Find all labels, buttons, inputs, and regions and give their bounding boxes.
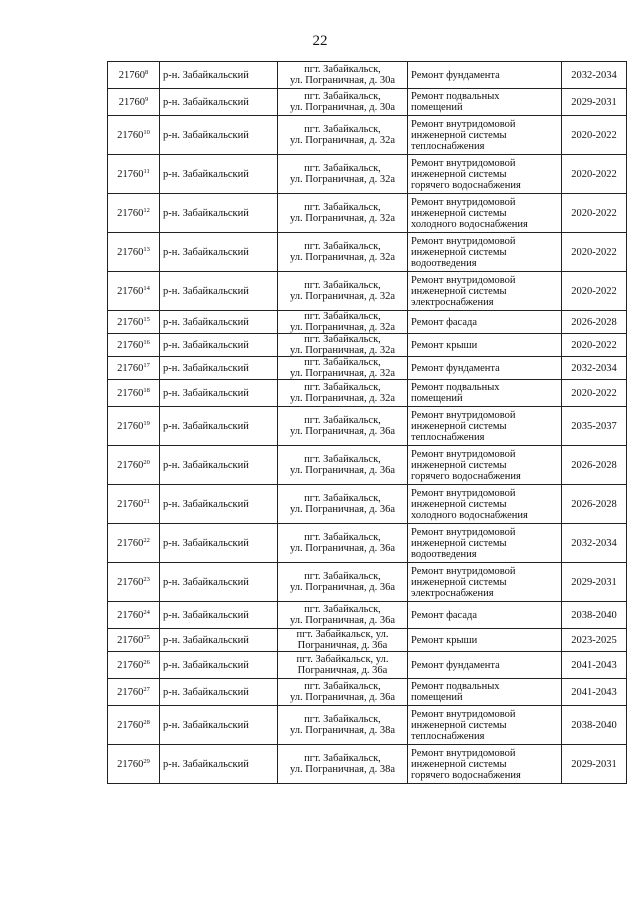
work-type-line: водоотведения <box>411 548 477 560</box>
address-line: пгт. Забайкальск, <box>304 241 381 252</box>
address-line: ул. Пограничная, д. 30а <box>290 102 395 113</box>
work-type-line: теплоснабжения <box>411 730 485 742</box>
address-cell <box>278 524 408 563</box>
record-id-cell <box>108 652 160 679</box>
record-id: 21760 <box>117 207 144 219</box>
record-id: 21760 <box>117 362 144 374</box>
period-cell: 2026-2028 <box>562 485 627 524</box>
record-id: 21760 <box>117 634 144 646</box>
work-type-cell <box>408 311 562 334</box>
work-type-line: инженерной системы <box>411 576 507 588</box>
registry-body <box>108 62 627 784</box>
record-id-cell <box>108 334 160 357</box>
table-row <box>108 233 627 272</box>
work-type-line: инженерной системы <box>411 719 507 731</box>
record-id-suffix: 29 <box>143 757 150 765</box>
record-id-suffix: 26 <box>143 658 150 666</box>
address-cell <box>278 380 408 407</box>
record-id: 21760 <box>117 498 144 510</box>
work-type-cell <box>408 485 562 524</box>
address-line: пгт. Забайкальск, <box>304 604 381 615</box>
work-type-line: инженерной системы <box>411 129 507 141</box>
table-row <box>108 357 627 380</box>
address-line: пгт. Забайкальск, <box>304 532 381 543</box>
record-id-suffix: 13 <box>143 245 150 253</box>
record-id: 21760 <box>117 459 144 471</box>
work-type-line: Ремонт внутридомовой <box>411 409 516 421</box>
district-cell: р-н. Забайкальский <box>160 380 278 407</box>
table-row <box>108 272 627 311</box>
record-id-suffix: 17 <box>143 361 150 369</box>
district-cell: р-н. Забайкальский <box>160 272 278 311</box>
work-type-line: Ремонт подвальных <box>411 91 500 102</box>
work-type-line: Ремонт подвальных <box>411 681 500 692</box>
work-type-line: Ремонт крыши <box>411 339 478 351</box>
period-cell: 2041-2043 <box>562 652 627 679</box>
work-type-line: холодного водоснабжения <box>411 509 528 521</box>
address-line: ул. Пограничная, д. 32а <box>290 368 395 379</box>
work-type-line: Ремонт внутридомовой <box>411 448 516 460</box>
work-type-cell <box>408 706 562 745</box>
period-cell: 2038-2040 <box>562 602 627 629</box>
period-cell: 2026-2028 <box>562 446 627 485</box>
work-type-line: Ремонт внутридомовой <box>411 565 516 577</box>
record-id-suffix: 24 <box>143 608 150 616</box>
record-id-cell <box>108 194 160 233</box>
table-row <box>108 194 627 233</box>
work-type-line: инженерной системы <box>411 420 507 432</box>
record-id: 21760 <box>118 96 145 108</box>
district-cell: р-н. Забайкальский <box>160 116 278 155</box>
period-cell: 2020-2022 <box>562 334 627 357</box>
address-cell <box>278 357 408 380</box>
work-type-line: инженерной системы <box>411 285 507 297</box>
district-cell: р-н. Забайкальский <box>160 155 278 194</box>
record-id-suffix: 19 <box>143 419 150 427</box>
district-cell: р-н. Забайкальский <box>160 62 278 89</box>
record-id: 21760 <box>117 387 144 399</box>
period-cell: 2041-2043 <box>562 679 627 706</box>
table-row <box>108 380 627 407</box>
work-type-line: Ремонт внутридомовой <box>411 487 516 499</box>
record-id-cell <box>108 563 160 602</box>
address-line: пгт. Забайкальск, <box>304 91 381 102</box>
record-id: 21760 <box>117 537 144 549</box>
record-id-cell <box>108 89 160 116</box>
work-type-line: горячего водоснабжения <box>411 769 521 781</box>
work-type-line: Ремонт фасада <box>411 316 478 328</box>
address-line: пгт. Забайкальск, <box>304 681 381 692</box>
district-cell: р-н. Забайкальский <box>160 679 278 706</box>
work-type-line: помещений <box>411 393 463 404</box>
address-line: ул. Пограничная, д. 36а <box>290 582 395 593</box>
address-cell <box>278 745 408 784</box>
record-id-cell <box>108 311 160 334</box>
record-id-suffix: 11 <box>143 167 150 175</box>
record-id-suffix: 18 <box>143 386 150 394</box>
address-cell <box>278 233 408 272</box>
work-type-cell <box>408 380 562 407</box>
record-id: 21760 <box>117 285 144 297</box>
work-type-cell <box>408 629 562 652</box>
work-type-line: холодного водоснабжения <box>411 218 528 230</box>
work-type-line: Ремонт внутридомовой <box>411 196 516 208</box>
address-line: пгт. Забайкальск, <box>304 493 381 504</box>
district-cell: р-н. Забайкальский <box>160 446 278 485</box>
address-line: пгт. Забайкальск, <box>304 454 381 465</box>
work-type-line: Ремонт внутридомовой <box>411 118 516 130</box>
district-cell: р-н. Забайкальский <box>160 652 278 679</box>
record-id-cell <box>108 745 160 784</box>
table-row <box>108 524 627 563</box>
address-cell <box>278 706 408 745</box>
work-type-line: теплоснабжения <box>411 140 485 152</box>
record-id-cell <box>108 155 160 194</box>
address-line: ул. Пограничная, д. 36а <box>290 692 395 703</box>
table-row <box>108 629 627 652</box>
work-type-line: помещений <box>411 692 463 703</box>
record-id: 21760 <box>117 246 144 258</box>
district-cell: р-н. Забайкальский <box>160 334 278 357</box>
record-id: 21760 <box>118 69 145 81</box>
district-cell: р-н. Забайкальский <box>160 89 278 116</box>
record-id-cell <box>108 62 160 89</box>
work-type-line: электроснабжения <box>411 296 494 308</box>
period-cell: 2029-2031 <box>562 745 627 784</box>
work-type-cell <box>408 357 562 380</box>
record-id-cell <box>108 629 160 652</box>
record-id-suffix: 12 <box>143 206 150 214</box>
district-cell: р-н. Забайкальский <box>160 357 278 380</box>
work-type-line: Ремонт фундамента <box>411 362 500 374</box>
work-type-line: инженерной системы <box>411 246 507 258</box>
address-line: ул. Пограничная, д. 36а <box>290 426 395 437</box>
record-id: 21760 <box>117 609 144 621</box>
period-cell: 2020-2022 <box>562 380 627 407</box>
table-row <box>108 679 627 706</box>
table-row <box>108 706 627 745</box>
work-type-cell <box>408 233 562 272</box>
work-type-line: Ремонт внутридомовой <box>411 708 516 720</box>
work-type-line: Ремонт внутридомовой <box>411 526 516 538</box>
address-cell <box>278 629 408 652</box>
work-type-line: Ремонт внутридомовой <box>411 747 516 759</box>
work-type-cell <box>408 272 562 311</box>
address-line: пгт. Забайкальск, <box>304 334 381 345</box>
record-id-suffix: 25 <box>143 633 150 641</box>
address-line: пгт. Забайкальск, <box>304 753 381 764</box>
address-line: пгт. Забайкальск, <box>304 64 381 75</box>
district-cell: р-н. Забайкальский <box>160 311 278 334</box>
work-type-cell <box>408 745 562 784</box>
record-id: 21760 <box>117 129 144 141</box>
record-id-cell <box>108 706 160 745</box>
work-type-line: инженерной системы <box>411 498 507 510</box>
record-id-suffix: 14 <box>143 284 150 292</box>
table-row <box>108 652 627 679</box>
work-type-cell <box>408 116 562 155</box>
registry-table <box>107 61 627 784</box>
address-line: пгт. Забайкальск, ул. <box>296 629 389 640</box>
work-type-line: Ремонт внутридомовой <box>411 157 516 169</box>
work-type-line: электроснабжения <box>411 587 494 599</box>
work-type-cell <box>408 89 562 116</box>
record-id-cell <box>108 524 160 563</box>
address-line: Пограничная, д. 36а <box>297 640 388 651</box>
address-line: ул. Пограничная, д. 36а <box>290 465 395 476</box>
record-id-cell <box>108 485 160 524</box>
work-type-line: теплоснабжения <box>411 431 485 443</box>
district-cell: р-н. Забайкальский <box>160 745 278 784</box>
address-line: ул. Пограничная, д. 32а <box>290 252 395 263</box>
address-line: Пограничная, д. 36а <box>297 665 388 676</box>
record-id-cell <box>108 446 160 485</box>
record-id-suffix: 22 <box>143 536 150 544</box>
record-id-suffix: 21 <box>143 497 150 505</box>
record-id: 21760 <box>117 576 144 588</box>
work-type-cell <box>408 334 562 357</box>
work-type-cell <box>408 446 562 485</box>
period-cell: 2026-2028 <box>562 311 627 334</box>
address-line: пгт. Забайкальск, <box>304 357 381 368</box>
work-type-line: инженерной системы <box>411 459 507 471</box>
record-id: 21760 <box>117 420 144 432</box>
work-type-cell <box>408 602 562 629</box>
work-type-cell <box>408 407 562 446</box>
address-cell <box>278 652 408 679</box>
district-cell: р-н. Забайкальский <box>160 194 278 233</box>
district-cell: р-н. Забайкальский <box>160 407 278 446</box>
address-cell <box>278 272 408 311</box>
district-cell: р-н. Забайкальский <box>160 524 278 563</box>
address-line: пгт. Забайкальск, <box>304 280 381 291</box>
address-line: ул. Пограничная, д. 36а <box>290 504 395 515</box>
work-type-cell <box>408 194 562 233</box>
work-type-line: Ремонт внутридомовой <box>411 235 516 247</box>
address-cell <box>278 602 408 629</box>
address-line: пгт. Забайкальск, <box>304 571 381 582</box>
address-cell <box>278 89 408 116</box>
work-type-cell <box>408 652 562 679</box>
record-id: 21760 <box>117 719 144 731</box>
table-row <box>108 62 627 89</box>
district-cell: р-н. Забайкальский <box>160 485 278 524</box>
period-cell: 2032-2034 <box>562 357 627 380</box>
address-line: ул. Пограничная, д. 36а <box>290 543 395 554</box>
period-cell: 2032-2034 <box>562 524 627 563</box>
work-type-line: Ремонт фасада <box>411 609 478 621</box>
address-cell <box>278 563 408 602</box>
address-line: пгт. Забайкальск, ул. <box>296 654 389 665</box>
record-id-suffix: 15 <box>143 315 150 323</box>
district-cell: р-н. Забайкальский <box>160 563 278 602</box>
record-id-suffix: 8 <box>145 68 149 76</box>
address-line: ул. Пограничная, д. 32а <box>290 322 395 333</box>
address-line: ул. Пограничная, д. 38а <box>290 725 395 736</box>
address-line: ул. Пограничная, д. 32а <box>290 174 395 185</box>
table-row <box>108 334 627 357</box>
work-type-line: водоотведения <box>411 257 477 269</box>
table-row <box>108 89 627 116</box>
period-cell: 2038-2040 <box>562 706 627 745</box>
work-type-line: горячего водоснабжения <box>411 470 521 482</box>
work-type-line: инженерной системы <box>411 168 507 180</box>
work-type-line: инженерной системы <box>411 758 507 770</box>
period-cell: 2029-2031 <box>562 89 627 116</box>
address-line: пгт. Забайкальск, <box>304 382 381 393</box>
record-id-cell <box>108 602 160 629</box>
record-id-suffix: 28 <box>143 718 150 726</box>
period-cell: 2020-2022 <box>562 116 627 155</box>
period-cell: 2020-2022 <box>562 233 627 272</box>
table-row <box>108 602 627 629</box>
page-number: 22 <box>312 33 328 49</box>
work-type-cell <box>408 563 562 602</box>
record-id-cell <box>108 357 160 380</box>
address-line: ул. Пограничная, д. 32а <box>290 393 395 404</box>
period-cell: 2035-2037 <box>562 407 627 446</box>
period-cell: 2023-2025 <box>562 629 627 652</box>
table-row <box>108 563 627 602</box>
work-type-line: Ремонт подвальных <box>411 382 500 393</box>
district-cell: р-н. Забайкальский <box>160 629 278 652</box>
record-id-suffix: 20 <box>143 458 150 466</box>
table-row <box>108 446 627 485</box>
record-id: 21760 <box>117 659 144 671</box>
address-cell <box>278 62 408 89</box>
address-line: ул. Пограничная, д. 32а <box>290 345 395 356</box>
record-id-cell <box>108 116 160 155</box>
address-line: ул. Пограничная, д. 32а <box>290 135 395 146</box>
record-id: 21760 <box>117 686 144 698</box>
period-cell: 2020-2022 <box>562 194 627 233</box>
address-line: пгт. Забайкальск, <box>304 163 381 174</box>
record-id-cell <box>108 272 160 311</box>
table-row <box>108 485 627 524</box>
address-cell <box>278 194 408 233</box>
work-type-cell <box>408 62 562 89</box>
address-line: ул. Пограничная, д. 32а <box>290 291 395 302</box>
address-cell <box>278 311 408 334</box>
address-cell <box>278 679 408 706</box>
period-cell: 2020-2022 <box>562 272 627 311</box>
record-id-cell <box>108 233 160 272</box>
period-cell: 2032-2034 <box>562 62 627 89</box>
work-type-line: Ремонт фундамента <box>411 69 500 81</box>
district-cell: р-н. Забайкальский <box>160 706 278 745</box>
address-line: ул. Пограничная, д. 32а <box>290 213 395 224</box>
record-id-suffix: 9 <box>145 95 149 103</box>
table-row <box>108 311 627 334</box>
work-type-line: инженерной системы <box>411 537 507 549</box>
work-type-cell <box>408 524 562 563</box>
period-cell: 2020-2022 <box>562 155 627 194</box>
record-id-cell <box>108 380 160 407</box>
work-type-line: помещений <box>411 102 463 113</box>
district-cell: р-н. Забайкальский <box>160 602 278 629</box>
record-id-cell <box>108 407 160 446</box>
record-id: 21760 <box>117 168 144 180</box>
work-type-line: инженерной системы <box>411 207 507 219</box>
address-line: пгт. Забайкальск, <box>304 311 381 322</box>
address-line: пгт. Забайкальск, <box>304 415 381 426</box>
address-line: пгт. Забайкальск, <box>304 714 381 725</box>
work-type-line: горячего водоснабжения <box>411 179 521 191</box>
address-line: ул. Пограничная, д. 36а <box>290 615 395 626</box>
work-type-line: Ремонт внутридомовой <box>411 274 516 286</box>
address-cell <box>278 485 408 524</box>
district-cell: р-н. Забайкальский <box>160 233 278 272</box>
address-cell <box>278 334 408 357</box>
record-id: 21760 <box>117 339 144 351</box>
table-row <box>108 116 627 155</box>
record-id-cell <box>108 679 160 706</box>
address-line: пгт. Забайкальск, <box>304 124 381 135</box>
record-id: 21760 <box>117 758 144 770</box>
table-row <box>108 155 627 194</box>
record-id-suffix: 27 <box>143 685 150 693</box>
work-type-cell <box>408 679 562 706</box>
address-line: ул. Пограничная, д. 38а <box>290 764 395 775</box>
work-type-line: Ремонт крыши <box>411 634 478 646</box>
address-cell <box>278 446 408 485</box>
address-cell <box>278 407 408 446</box>
address-cell <box>278 116 408 155</box>
record-id: 21760 <box>117 316 144 328</box>
work-type-line: Ремонт фундамента <box>411 659 500 671</box>
work-type-cell <box>408 155 562 194</box>
address-line: пгт. Забайкальск, <box>304 202 381 213</box>
record-id-suffix: 16 <box>143 338 150 346</box>
address-line: ул. Пограничная, д. 30а <box>290 75 395 86</box>
table-row <box>108 745 627 784</box>
record-id-suffix: 10 <box>143 128 150 136</box>
record-id-suffix: 23 <box>143 575 150 583</box>
table-row <box>108 407 627 446</box>
address-cell <box>278 155 408 194</box>
period-cell: 2029-2031 <box>562 563 627 602</box>
